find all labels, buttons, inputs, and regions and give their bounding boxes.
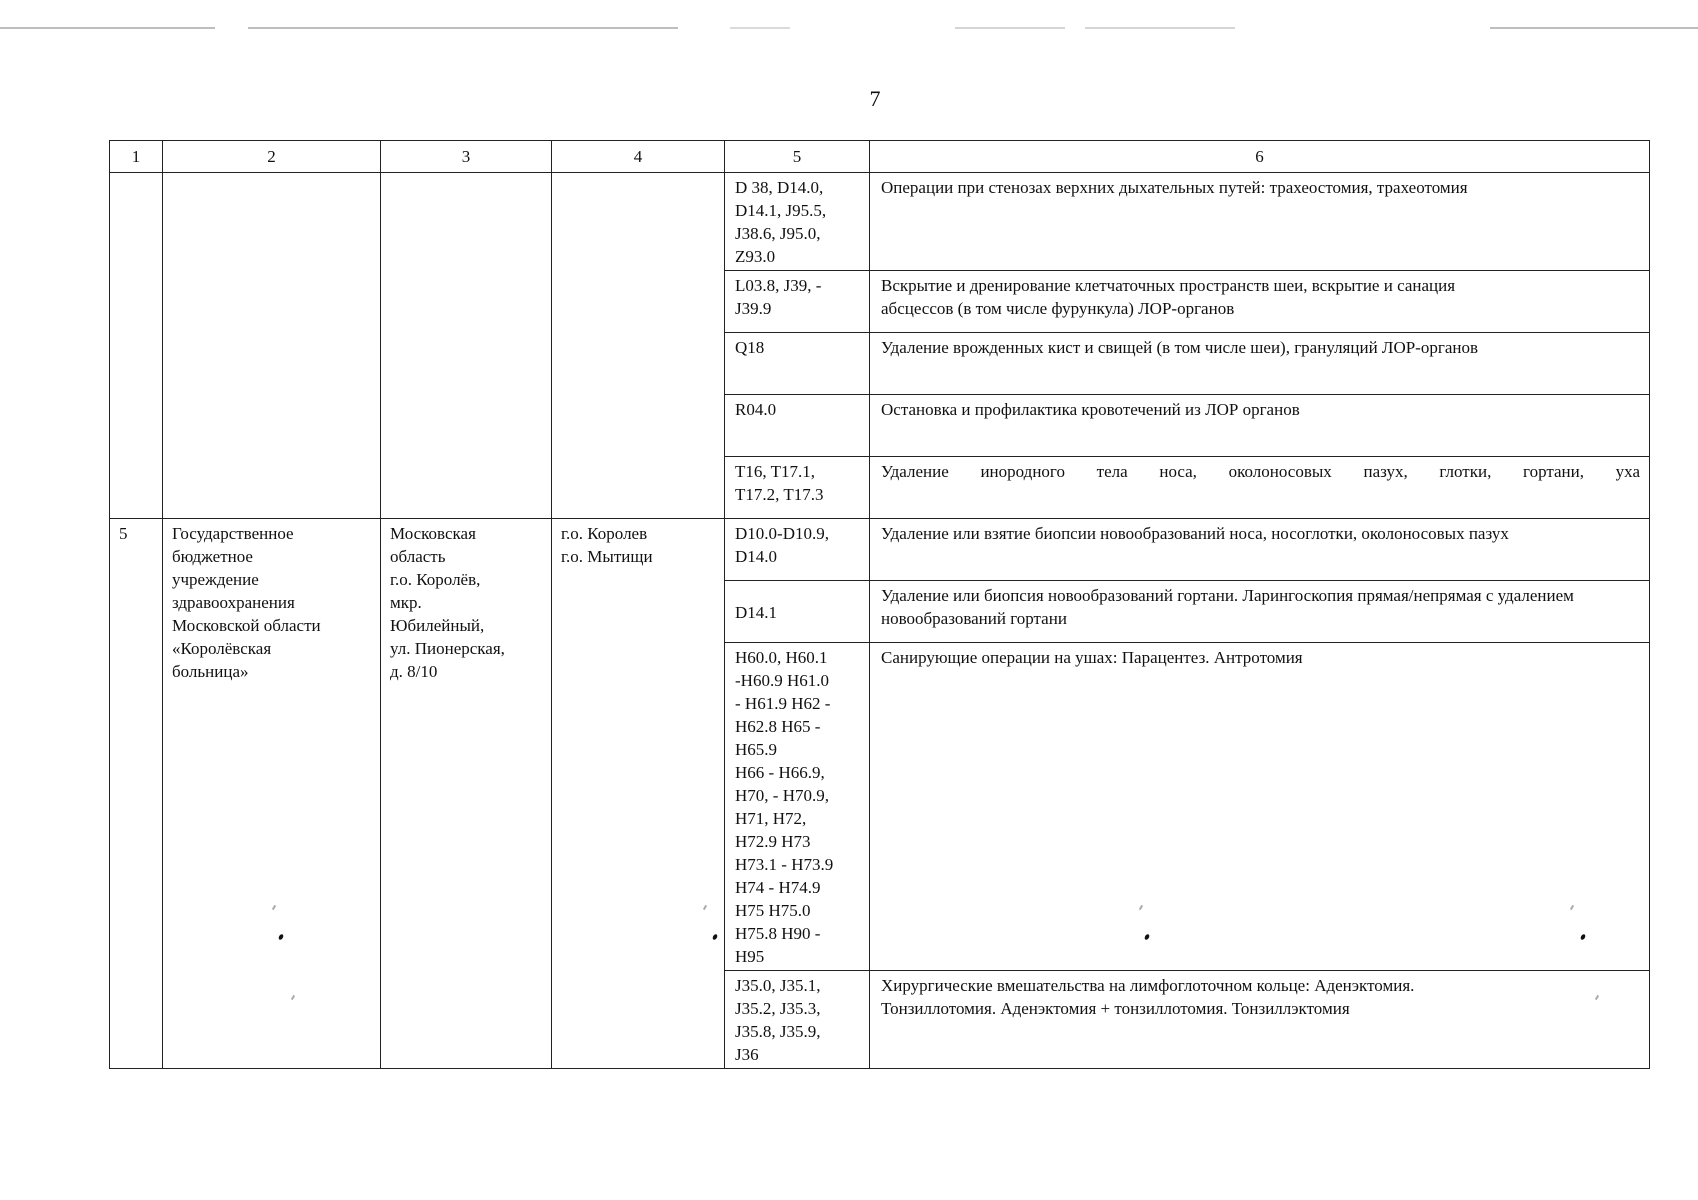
address-line: г.о. Королёв, — [390, 570, 481, 589]
code-line: J36 — [735, 1045, 759, 1064]
codes-cell — [725, 581, 870, 643]
organization-line: Московской области — [172, 616, 321, 635]
code-line: H95 — [735, 947, 765, 966]
scan-artifact-line — [248, 27, 678, 29]
code-line: D14.1, J95.5, — [735, 201, 827, 220]
codes-cell — [725, 333, 870, 395]
code-line: -H60.9 H61.0 — [735, 671, 829, 690]
number-cell: 5 — [110, 519, 163, 1069]
codes-cell — [725, 519, 870, 581]
code-line: H75 H75.0 — [735, 901, 811, 920]
code-line: H72.9 H73 — [735, 832, 811, 851]
code-line: T16, T17.1, — [735, 462, 815, 481]
procedure-text: Удаление инородного тела носа, околоносовых пазух, глотки, гортани, уха — [881, 462, 1640, 481]
address-line: Московская — [390, 524, 476, 543]
procedure-cell: Удаление врожденных кист и свищей (в том числе шеи), грануляций ЛОР-органов — [870, 333, 1650, 395]
organization-line: учреждение — [172, 570, 259, 589]
district-line: г.о. Королев — [561, 524, 648, 543]
code-line: J39.9 — [735, 299, 772, 318]
codes-cell — [725, 395, 870, 457]
code-line: J35.2, J35.3, — [735, 999, 821, 1018]
districts-cell — [552, 519, 725, 1069]
code-line: R04.0 — [735, 400, 777, 419]
code-line: D14.0 — [735, 547, 778, 566]
scan-artifact-line — [955, 27, 1065, 29]
organization-cell — [163, 519, 381, 1069]
clinics-table — [109, 140, 1650, 1069]
scan-artifact-line — [0, 27, 215, 29]
address-line: ул. Пионерская, — [390, 639, 505, 658]
column-header: 3 — [381, 141, 552, 173]
organization-line: больница» — [172, 662, 249, 681]
scan-artifact-line — [1490, 27, 1698, 29]
organization-line: бюджетное — [172, 547, 253, 566]
address-line: д. 8/10 — [390, 662, 438, 681]
code-line: H75.8 H90 - — [735, 924, 821, 943]
procedure-cell: Удаление или взятие биопсии новообразований носа, носоглотки, околоносовых пазух — [870, 519, 1650, 581]
organization-line: «Королёвская — [172, 639, 272, 658]
column-header: 2 — [163, 141, 381, 173]
table-row — [110, 173, 1650, 271]
column-header: 1 — [110, 141, 163, 173]
address-line: мкр. — [390, 593, 422, 612]
number-cell — [110, 173, 163, 519]
code-line: H74 - H74.9 — [735, 878, 821, 897]
code-line: J35.8, J35.9, — [735, 1022, 821, 1041]
codes-cell — [725, 173, 870, 271]
code-line: H62.8 H65 - — [735, 717, 821, 736]
organization-line: Государственное — [172, 524, 294, 543]
code-line: J38.6, J95.0, — [735, 224, 821, 243]
organization-cell — [163, 173, 381, 519]
table-header-row — [110, 141, 1650, 173]
procedure-cell: Санирующие операции на ушах: Парацентез. Антротомия — [870, 643, 1650, 971]
address-cell — [381, 173, 552, 519]
page-number: 7 — [869, 86, 881, 111]
codes-cell — [725, 457, 870, 519]
code-line: D 38, D14.0, — [735, 178, 824, 197]
procedure-cell: Хирургические вмешательства на лимфоглоточном кольце: Аденэктомия. Тонзиллотомия. Аденэктомия + тонзиллотомия. Тонзиллэктомия — [870, 971, 1650, 1069]
organization-line: здравоохранения — [172, 593, 295, 612]
districts-cell — [552, 173, 725, 519]
procedure-cell: Операции при стенозах верхних дыхательных путей: трахеостомия, трахеотомия — [870, 173, 1650, 271]
code-line: D14.1 — [735, 602, 778, 622]
column-header: 4 — [552, 141, 725, 173]
codes-cell — [725, 971, 870, 1069]
district-line: г.о. Мытищи — [561, 547, 653, 566]
codes-cell — [725, 643, 870, 971]
code-line: H66 - H66.9, — [735, 763, 825, 782]
code-line: T17.2, T17.3 — [735, 485, 824, 504]
codes-cell — [725, 271, 870, 333]
code-line: H65.9 — [735, 740, 778, 759]
address-line: Юбилейный, — [390, 616, 485, 635]
address-line: область — [390, 547, 446, 566]
code-line: - H61.9 H62 - — [735, 694, 831, 713]
column-header: 5 — [725, 141, 870, 173]
procedure-cell: Вскрытие и дренирование клетчаточных пространств шеи, вскрытие и санация абсцессов (в том числе фурункула) ЛОР-органов — [870, 271, 1650, 333]
procedure-cell: Удаление или биопсия новообразований гортани. Ларингоскопия прямая/непрямая с удалением новообразований гортани — [870, 581, 1650, 643]
code-line: Z93.0 — [735, 247, 776, 266]
code-line: D10.0-D10.9, — [735, 524, 829, 543]
procedure-cell — [870, 457, 1650, 519]
code-line: L03.8, J39, - — [735, 276, 822, 295]
column-header: 6 — [870, 141, 1650, 173]
code-line: H73.1 - H73.9 — [735, 855, 834, 874]
code-line: Q18 — [735, 338, 765, 357]
table-row — [110, 519, 1650, 581]
code-line: H70, - H70.9, — [735, 786, 829, 805]
code-line: H60.0, H60.1 — [735, 648, 828, 667]
code-line: H71, H72, — [735, 809, 807, 828]
procedure-cell: Остановка и профилактика кровотечений из ЛОР органов — [870, 395, 1650, 457]
address-cell — [381, 519, 552, 1069]
code-line: J35.0, J35.1, — [735, 976, 821, 995]
scan-artifact-line — [730, 27, 790, 29]
scan-artifact-line — [1085, 27, 1235, 29]
